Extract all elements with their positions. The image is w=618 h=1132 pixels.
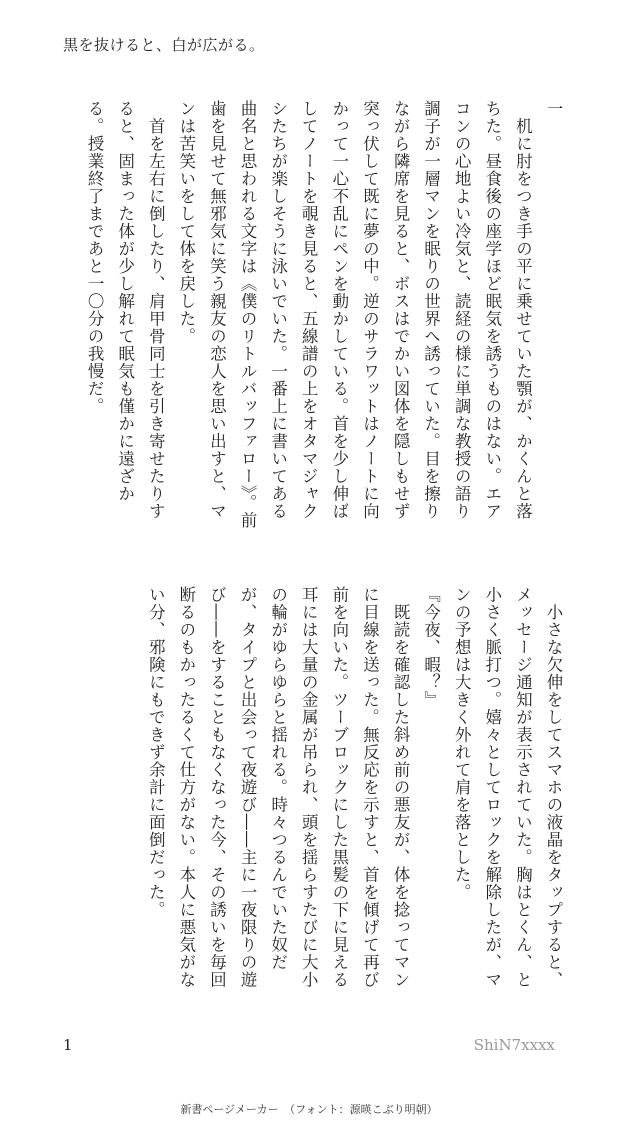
chapter-header: 黒を抜けると、白が広がる。	[63, 36, 265, 54]
paragraph: 机に肘をつき手の平に乗せていた顎が、かくんと落ちた。昼食後の座学ほど眠気を誘うものはない。エアコンの心地よい冷気と、読経の様に単調な教授の語り調子が一層マンを眠りの世界へ誘っていた。目を擦りながら隣席を見ると、ボスはでかい図体を隠しもせず突っ伏して既に夢の中。逆のサラワットはノートに向かって一心不乱にペンを動かしている。首を少し伸ばしてノートを覗き見ると、五線譜の上をオタマジャクシたちが楽しそうに泳いでいた。一番上に書いてある曲名と思われる文字は《僕のリトルバッファロー》。前歯を見せて無邪気に笑う親友の恋人を思い出すと、マンは苦笑いをして体を戻した。	[176, 100, 533, 530]
paragraph: 既読を確認した斜め前の悪友が、体を捻ってマンに目線を送った。無反応を示すと、首を傾げて再び前を向いた。ツーブロックにした黒髪の下に見える耳には大量の金属が吊られ、頭を揺らすたびに大小の輪がゆらゆらと揺れる。時々つるんでいた奴だが、タイプと出会って夜遊び――主に一夜限りの遊び――をすることもなくなった今、その誘いを毎回断るのもかったるくて仕方がない。本人に悪気がない分、邪険にもできず余計に面倒だった。	[146, 586, 411, 989]
author-name: ShiN7xxxx	[473, 1036, 555, 1054]
generator-credit: 新書ページメーカー （フォント：源暎こぶり明朝）	[180, 1103, 438, 1116]
paragraph: 小さな欠伸をしてスマホの液晶をタップすると、メッセージ通知が表示されていた。胸はとくん、と小さく脈打つ。嬉々としてロックを解除したが、マンの予想は大きく外れて肩を落とした。	[452, 586, 563, 989]
text-block-lower	[58, 586, 568, 1004]
dialogue-line: 『今夜、暇？』	[421, 586, 441, 709]
chapter-number: 一	[544, 100, 563, 118]
paragraph: 首を左右に倒したり、肩甲骨同士を引き寄せたりすると、固まった体が少し解れて眠気も僅かに遠ざかる。授業終了まであと一〇分の我慢だ。	[85, 100, 166, 520]
page-number: 1	[63, 1036, 73, 1054]
text-block-upper	[58, 100, 568, 530]
